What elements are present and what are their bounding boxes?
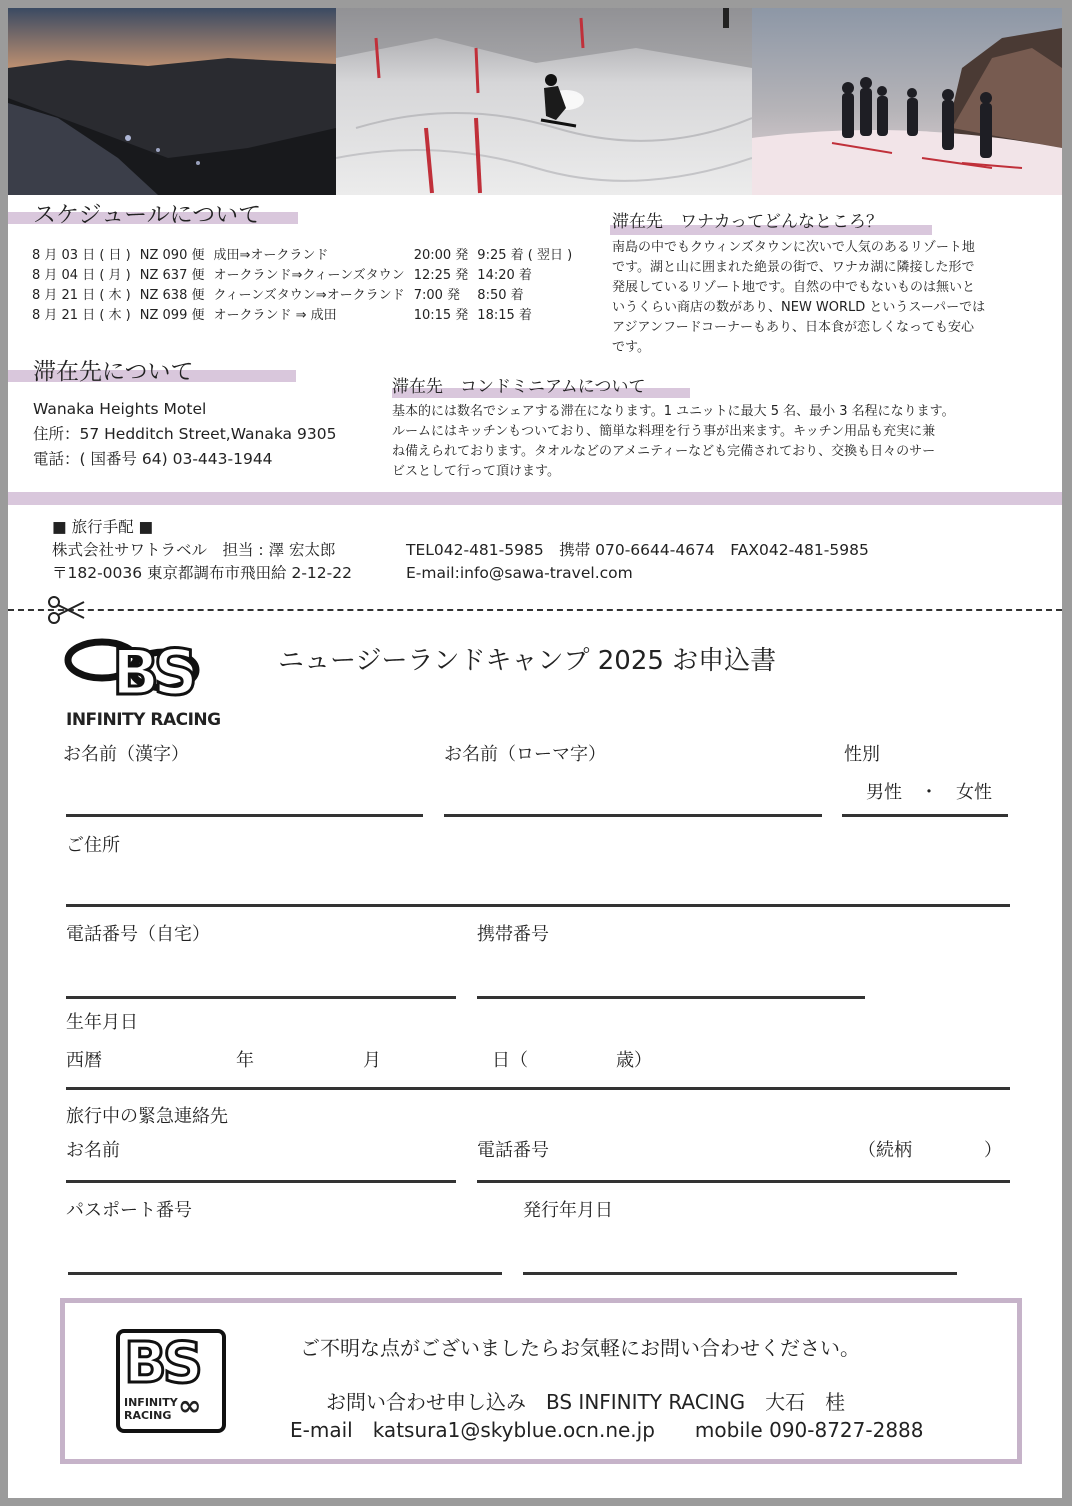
stay-address: 住所：57 Hedditch Street,Wanaka 9305	[33, 425, 337, 443]
issue-date-field[interactable]	[523, 1272, 957, 1275]
schedule-flight: NZ 099 便	[139, 308, 205, 323]
name-kanji-field[interactable]	[66, 814, 423, 817]
wanaka-line: 発展しているリゾート地です。自然の中でもないものは無いと	[612, 280, 975, 295]
birthday-age-label: 歳）	[616, 1050, 652, 1071]
emergency-name-label: お名前	[66, 1140, 120, 1161]
agency-title: ■ 旅行手配 ■	[52, 518, 154, 536]
bs-logo-caption: INFINITY RACING	[66, 710, 221, 730]
relation-label: （続柄 ）	[858, 1140, 1002, 1161]
home-phone-field[interactable]	[66, 996, 456, 999]
section-divider-band	[8, 492, 1062, 505]
birthday-era-label: 西暦	[66, 1050, 102, 1071]
bs-logo-letters: BS	[112, 636, 192, 706]
cut-line	[8, 609, 1062, 611]
agency-address: 〒182-0036 東京都調布市飛田給 2-12-22	[52, 564, 352, 582]
schedule-route: クィーンズタウン⇒オークランド	[213, 288, 405, 303]
stay-details	[33, 397, 336, 472]
schedule-arr: 8:50 着	[477, 288, 524, 303]
inquiry-email[interactable]: E-mail katsura1@skyblue.ocn.ne.jp mobile 090-8727-2888	[290, 1418, 924, 1442]
wanaka-description	[612, 238, 985, 358]
schedule-row	[32, 246, 581, 266]
wanaka-line: です。湖と山に囲まれた絶景の街で、ワナカ湖に隣接した形で	[612, 260, 975, 275]
mobile-label: 携帯番号	[477, 924, 549, 945]
agency-contact-block	[406, 539, 869, 585]
schedule-route: オークランド ⇒ 成田	[213, 308, 337, 323]
schedule-heading: スケジュールについて	[33, 202, 262, 228]
stay-phone: 電話：( 国番号 64) 03-443-1944	[33, 450, 273, 468]
schedule-table	[32, 246, 581, 326]
address-label: ご住所	[66, 835, 120, 856]
schedule-date: 8 月 21 日 ( 木 )	[32, 288, 131, 303]
schedule-row	[32, 286, 581, 306]
schedule-date: 8 月 04 日 ( 月 )	[32, 268, 131, 283]
schedule-date: 8 月 21 日 ( 木 )	[32, 308, 131, 323]
wanaka-heading: 滞在先 ワナカってどんなところ？	[612, 212, 883, 232]
agency-email: E-mail:info@sawa-travel.com	[406, 564, 633, 582]
condo-line: ね備えられております。タオルなどのアメニティーなども完備されており、交換も日々のサー	[392, 444, 936, 459]
schedule-dep: 12:25 発	[413, 268, 469, 283]
birthday-year-label: 年	[236, 1050, 254, 1071]
schedule-row	[32, 266, 581, 286]
emergency-phone-label: 電話番号	[477, 1140, 549, 1161]
footer-logo-line2: RACING	[124, 1409, 172, 1422]
emergency-name-field[interactable]	[66, 1180, 456, 1183]
address-field[interactable]	[66, 904, 1010, 907]
footer-logo-letters: BS	[124, 1331, 200, 1396]
schedule-arr: 9:25 着 ( 翌日 )	[477, 248, 573, 263]
schedule-arr: 18:15 着	[477, 308, 532, 323]
wanaka-line: です。	[612, 340, 650, 355]
name-kanji-label: お名前（漢字）	[63, 744, 189, 765]
passport-label: パスポート番号	[66, 1200, 192, 1221]
name-roman-label: お名前（ローマ字）	[444, 744, 606, 765]
condo-line: 基本的には数名でシェアする滞在になります。1 ユニットに最大 5 名、最小 3 名程になります。	[392, 404, 955, 419]
footer-bs-logo	[116, 1329, 226, 1433]
photo-ski-team	[752, 8, 1062, 195]
schedule-dep: 7:00 発	[413, 288, 461, 303]
birthday-month-label: 月	[363, 1050, 381, 1071]
schedule-route: オークランド⇒クィーンズタウン	[213, 268, 405, 283]
schedule-flight: NZ 090 便	[139, 248, 205, 263]
agency-contact: TEL042-481-5985 携帯 070-6644-4674 FAX042-481-5985	[406, 541, 869, 559]
stay-name: Wanaka Heights Motel	[33, 400, 207, 418]
schedule-row	[32, 306, 581, 326]
mobile-field[interactable]	[477, 996, 865, 999]
agency-company: 株式会社サワトラベル 担当 : 澤 宏太郎	[52, 541, 336, 559]
condo-heading: 滞在先 コンドミニアムについて	[392, 377, 646, 397]
schedule-arr: 14:20 着	[477, 268, 532, 283]
issue-date-label: 発行年月日	[523, 1200, 613, 1221]
gender-label: 性別	[844, 744, 880, 765]
infinity-icon: ∞	[178, 1389, 202, 1422]
condo-line: ルームにはキッチンもついており、簡単な料理を行う事が出来ます。キッチン用品も充実に兼	[392, 424, 936, 439]
schedule-flight: NZ 637 便	[139, 268, 205, 283]
form-title: ニュージーランドキャンプ 2025 お申込書	[278, 646, 777, 676]
birthday-field[interactable]	[66, 1087, 1010, 1090]
schedule-dep: 20:00 発	[413, 248, 469, 263]
agency-block	[52, 516, 352, 585]
inquiry-contact: お問い合わせ申し込み BS INFINITY RACING 大石 桂	[326, 1390, 846, 1414]
scissors-icon	[46, 594, 86, 630]
stay-heading: 滞在先について	[33, 359, 194, 385]
bs-logo	[64, 626, 221, 736]
wanaka-line: 南島の中でもクウィンズタウンに次いで人気のあるリゾート地	[612, 240, 975, 255]
wanaka-line: アジアンフードコーナーもあり、日本食が恋しくなっても安心	[612, 320, 975, 335]
application-form-page	[8, 8, 1062, 1498]
gender-field[interactable]	[842, 814, 1008, 817]
schedule-route: 成田⇒オークランド	[213, 248, 329, 263]
photo-dusk-mountains	[8, 8, 336, 195]
inquiry-notice: ご不明な点がございましたらお気軽にお問い合わせください。	[300, 1336, 860, 1360]
schedule-flight: NZ 638 便	[139, 288, 205, 303]
emergency-phone-field[interactable]	[477, 1180, 1010, 1183]
gender-options[interactable]: 男性 ・ 女性	[866, 782, 992, 803]
birthday-label: 生年月日	[66, 1012, 138, 1033]
schedule-date: 8 月 03 日 ( 日 )	[32, 248, 131, 263]
name-roman-field[interactable]	[444, 814, 822, 817]
condo-line: ビスとして行って頂けます。	[392, 464, 560, 479]
schedule-dep: 10:15 発	[413, 308, 469, 323]
birthday-day-label: 日（	[492, 1050, 528, 1071]
wanaka-line: いうくらい商店の数があり、NEW WORLD というスーパーでは	[612, 300, 986, 315]
photo-slalom-skier	[336, 8, 752, 195]
footer-logo-line1: INFINITY	[124, 1396, 178, 1409]
passport-field[interactable]	[68, 1272, 502, 1275]
emergency-label: 旅行中の緊急連絡先	[66, 1106, 228, 1127]
home-phone-label: 電話番号（自宅）	[66, 924, 210, 945]
condo-description	[392, 402, 955, 482]
